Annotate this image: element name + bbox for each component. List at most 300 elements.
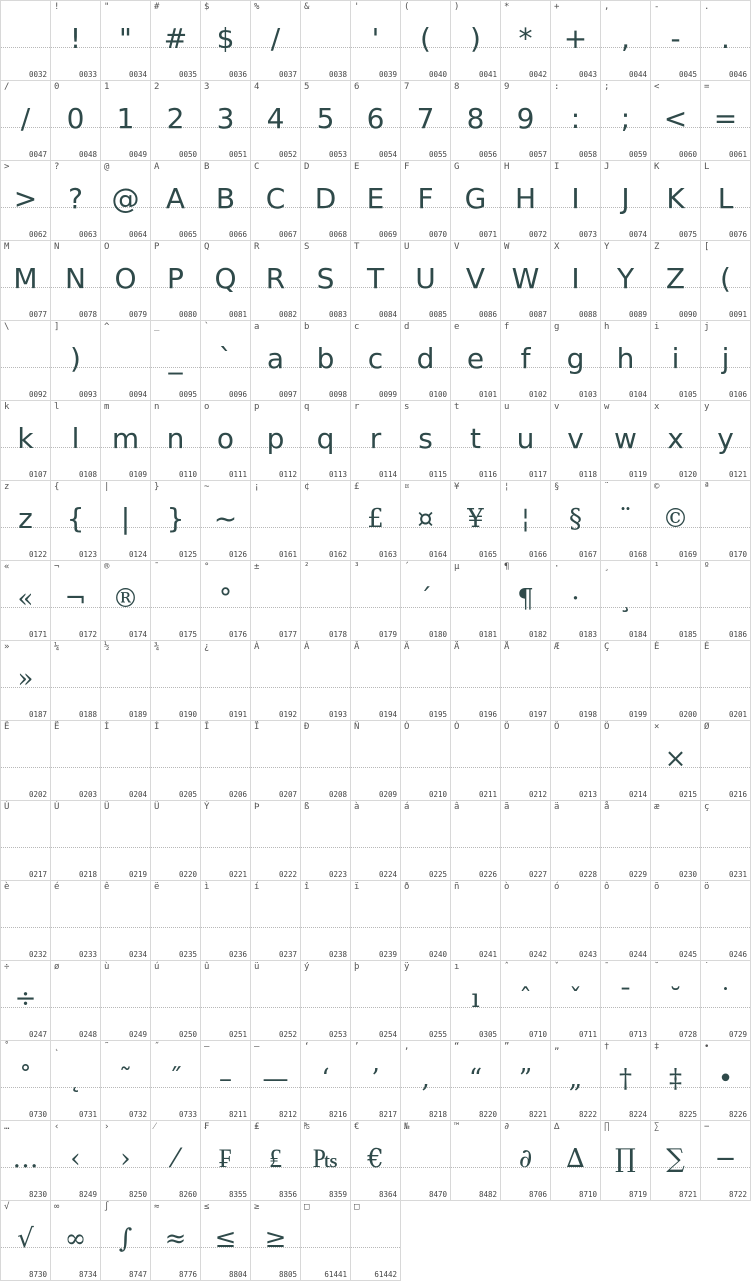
glyph-cell [151,1,201,81]
glyph-cell [351,81,401,161]
char-label: K [654,162,660,172]
char-label: “ [454,1042,460,1052]
char-code: 0076 [728,230,747,239]
char-label: Ã [404,642,410,652]
char-code: 8805 [278,1270,297,1279]
glyph-cell [501,241,551,321]
char-code: 0221 [228,870,247,879]
char-code: 0202 [28,790,47,799]
char-code: 8804 [228,1270,247,1279]
char-label: Â [354,642,360,652]
char-label: ‹ [54,1122,60,1132]
glyph-cell [1,81,51,161]
char-code: 8747 [128,1270,147,1279]
glyph-sample [501,737,550,781]
char-code: 0082 [278,310,297,319]
glyph-cell [351,1,401,81]
glyph-cell [301,1121,351,1201]
char-label: _ [154,322,160,332]
char-label: ¹ [654,562,660,572]
glyph-sample [101,737,150,781]
glyph-cell [451,481,501,561]
char-label: V [454,242,460,252]
char-label: ' [354,2,360,12]
glyph-cell [151,81,201,161]
char-label: ≈ [154,1202,160,1212]
char-label: r [354,402,360,412]
glyph-cell [401,721,451,801]
glyph-cell [651,1121,701,1201]
glyph-cell [301,721,351,801]
glyph-sample: „ [568,1064,583,1094]
glyph-sample: ˆ [519,984,532,1014]
char-code: 0034 [128,70,147,79]
glyph-sample [551,897,600,941]
char-code: 0108 [78,470,97,479]
char-label: ˜ [104,1042,110,1052]
glyph-cell [351,961,401,1041]
char-code: 0179 [378,630,397,639]
char-label: Ë [54,722,60,732]
char-code: 0166 [528,550,547,559]
char-label: Ï [254,722,260,732]
glyph-cell [51,641,101,721]
char-code: 0062 [28,230,47,239]
char-label: ; [604,82,610,92]
glyph-cell [551,321,601,401]
char-code: 0101 [478,390,497,399]
glyph-sample: ! [69,22,82,55]
char-code: 0209 [378,790,397,799]
char-code: 0102 [528,390,547,399]
char-label: y [704,402,710,412]
char-label: ã [504,802,510,812]
char-label: Ý [204,802,210,812]
char-label: ∞ [54,1202,60,1212]
char-code: 0205 [178,790,197,799]
char-code: 8364 [378,1190,397,1199]
char-code: 0237 [278,950,297,959]
char-code: 0174 [128,630,147,639]
char-label: ‚ [404,1042,410,1052]
glyph-cell [701,641,751,721]
glyph-cell [601,161,651,241]
glyph-sample [701,897,750,941]
glyph-sample [151,737,200,781]
glyph-sample: L [717,182,734,215]
char-code: 0066 [228,230,247,239]
glyph-sample: V [465,262,486,295]
glyph-cell [101,1041,151,1121]
char-code: 8730 [28,1270,47,1279]
char-code: 0110 [178,470,197,479]
glyph-sample [351,897,400,941]
glyph-cell [301,641,351,721]
glyph-cell [601,241,651,321]
char-code: 0088 [578,310,597,319]
char-label: £ [354,482,360,492]
glyph-cell [651,561,701,641]
glyph-sample: € [367,1144,384,1174]
char-code: 0078 [78,310,97,319]
glyph-cell [351,641,401,721]
char-code: 8734 [78,1270,97,1279]
char-code: 0230 [678,870,697,879]
glyph-cell [601,321,651,401]
char-label: À [254,642,260,652]
char-code: 0178 [328,630,347,639]
glyph-cell [501,801,551,881]
glyph-cell [551,561,601,641]
glyph-cell [251,881,301,961]
char-code: 0060 [678,150,697,159]
glyph-sample: $ [216,22,235,55]
glyph-sample: x [667,422,684,455]
glyph-sample: ( [420,22,431,55]
glyph-sample [651,577,700,621]
glyph-cell [601,641,651,721]
char-label: 9 [504,82,510,92]
char-code: 0049 [128,150,147,159]
char-code: 0207 [278,790,297,799]
char-label: ! [54,2,60,12]
glyph-sample: M [13,262,38,295]
glyph-sample: = [713,102,738,135]
glyph-sample [301,577,350,621]
char-code: 0183 [578,630,597,639]
glyph-sample [201,897,250,941]
glyph-cell [251,801,301,881]
glyph-cell [101,401,151,481]
char-label: ) [454,2,460,12]
char-label: \ [4,322,10,332]
char-label: ¿ [204,642,210,652]
glyph-sample: v [567,422,584,455]
char-label: ³ [354,562,360,572]
char-code: 0238 [328,950,347,959]
char-label: d [404,322,410,332]
char-code: 0094 [128,390,147,399]
glyph-cell [201,641,251,721]
char-code: 8719 [628,1190,647,1199]
glyph-sample: 3 [216,102,235,135]
char-code: 8218 [428,1110,447,1119]
glyph-cell [51,561,101,641]
char-code: 0054 [378,150,397,159]
glyph-cell [51,961,101,1041]
glyph-sample [101,337,150,381]
glyph-cell [551,81,601,161]
glyph-sample: • [717,1064,734,1094]
glyph-sample [251,657,300,701]
char-code: 0236 [228,950,247,959]
glyph-cell [301,1,351,81]
char-label: ‡ [654,1042,660,1052]
char-label: ñ [454,882,460,892]
char-code: 0114 [378,470,397,479]
char-code: 0112 [278,470,297,479]
char-code: 0057 [528,150,547,159]
char-code: 0204 [128,790,147,799]
char-code: 0085 [428,310,447,319]
glyph-sample [351,817,400,861]
char-code: 0223 [328,870,347,879]
char-code: 0111 [228,470,247,479]
glyph-cell [501,641,551,721]
glyph-sample: 6 [366,102,385,135]
glyph-sample: ≥ [264,1224,287,1254]
glyph-sample [551,817,600,861]
glyph-sample [401,1137,450,1181]
glyph-sample [451,577,500,621]
char-code: 0104 [628,390,647,399]
glyph-sample: a [266,342,285,375]
glyph-cell [51,1041,101,1121]
glyph-sample [1,817,50,861]
char-code: 0032 [28,70,47,79]
char-label: å [604,802,610,812]
glyph-cell [251,1201,301,1281]
char-code: 0232 [28,950,47,959]
char-code: 8221 [528,1110,547,1119]
glyph-sample [251,497,300,541]
glyph-sample: - [670,22,681,55]
glyph-cell [201,801,251,881]
char-code: 8216 [328,1110,347,1119]
char-code: 0199 [628,710,647,719]
glyph-cell [151,1201,201,1281]
glyph-cell [601,1,651,81]
char-code: 0170 [728,550,747,559]
char-label: | [104,482,110,492]
char-code: 0056 [478,150,497,159]
glyph-sample: » [17,664,34,694]
char-label: » [4,642,10,652]
glyph-sample: 5 [316,102,335,135]
glyph-sample: A [165,182,186,215]
char-code: 0213 [578,790,597,799]
glyph-sample [451,737,500,781]
char-label: O [104,242,110,252]
char-code: 0229 [628,870,647,879]
char-label: ÷ [4,962,10,972]
glyph-sample [151,577,200,621]
glyph-sample [351,657,400,701]
char-label: 5 [304,82,310,92]
glyph-sample: ˉ [619,984,632,1014]
glyph-cell [101,961,151,1041]
glyph-cell [51,1,101,81]
glyph-cell [1,1121,51,1201]
char-label: □ [304,1202,310,1212]
glyph-cell [651,721,701,801]
char-code: 0105 [678,390,697,399]
glyph-cell [201,961,251,1041]
glyph-sample: ₧ [312,1144,339,1174]
char-label: c [354,322,360,332]
char-label: á [404,802,410,812]
char-label: ‘ [304,1042,310,1052]
char-code: 8355 [228,1190,247,1199]
char-code: 0069 [378,230,397,239]
glyph-cell [151,241,201,321]
glyph-cell [301,401,351,481]
char-label: Õ [554,722,560,732]
glyph-sample: } [166,502,185,535]
glyph-cell [251,241,301,321]
glyph-sample [551,737,600,781]
glyph-cell [551,1041,601,1121]
glyph-sample: ¶ [517,584,534,614]
char-code: 0167 [578,550,597,559]
glyph-cell [101,81,151,161]
glyph-sample [1,737,50,781]
char-label: Þ [254,802,260,812]
glyph-sample: j [721,342,730,375]
char-label: T [354,242,360,252]
char-label: i [654,322,660,332]
glyph-cell [201,81,251,161]
glyph-sample [451,657,500,701]
glyph-cell [201,1121,251,1201]
glyph-cell [401,1,451,81]
glyph-cell [201,401,251,481]
char-label: × [654,722,660,732]
glyph-sample: | [120,502,131,535]
glyph-cell [51,81,101,161]
glyph-sample: « [17,584,34,614]
char-code: 0044 [628,70,647,79]
char-label: • [704,1042,710,1052]
char-label: 0 [54,82,60,92]
char-label: ¦ [504,482,510,492]
char-code: 0091 [728,310,747,319]
char-label: X [554,242,560,252]
char-label: í [254,882,260,892]
char-code: 0053 [328,150,347,159]
glyph-cell [701,321,751,401]
char-code: 0219 [128,870,147,879]
char-code: 0125 [178,550,197,559]
char-code: 0052 [278,150,297,159]
glyph-sample [251,737,300,781]
char-code: 0126 [228,550,247,559]
glyph-cell [701,561,751,641]
glyph-sample: ∑ [666,1144,685,1174]
char-label: < [654,82,660,92]
char-code: 0084 [378,310,397,319]
char-label: ¼ [54,642,60,652]
glyph-sample: p [266,422,285,455]
char-code: 0244 [628,950,647,959]
char-code: 0241 [478,950,497,959]
glyph-sample: ` [218,342,233,375]
glyph-cell [551,401,601,481]
glyph-sample [401,737,450,781]
glyph-sample: › [120,1144,131,1174]
char-label: ⁄ [154,1122,156,1132]
glyph-sample: ˙ [719,984,732,1014]
char-label: ¶ [504,562,510,572]
glyph-sample: ∂ [518,1144,533,1174]
glyph-cell [251,161,301,241]
char-label: â [454,802,460,812]
char-code: 0080 [178,310,197,319]
char-code: 0043 [578,70,597,79]
char-code: 8250 [128,1190,147,1199]
char-code: 0169 [678,550,697,559]
glyph-sample: ∏ [615,1144,636,1174]
char-label: ï [354,882,360,892]
char-code: 0254 [378,1030,397,1039]
char-code: 8706 [528,1190,547,1199]
glyph-sample [601,897,650,941]
glyph-sample [301,657,350,701]
glyph-sample [401,817,450,861]
char-code: 0188 [78,710,97,719]
glyph-cell [351,321,401,401]
glyph-cell [551,881,601,961]
glyph-cell [501,1,551,81]
glyph-cell [351,561,401,641]
glyph-cell [151,721,201,801]
char-code: 0206 [228,790,247,799]
glyph-cell [1,401,51,481]
glyph-cell [701,241,751,321]
glyph-sample: N [65,262,86,295]
char-code: 0235 [178,950,197,959]
char-code: 0215 [678,790,697,799]
char-code: 0228 [578,870,597,879]
glyph-cell [651,241,701,321]
char-label: 8 [454,82,460,92]
glyph-sample [1,337,50,381]
glyph-sample [251,577,300,621]
char-label: ª [704,482,710,492]
char-label: m [104,402,110,412]
glyph-sample: T [366,262,385,295]
glyph-sample [501,897,550,941]
char-code: 0113 [328,470,347,479]
char-label: ¨ [604,482,610,492]
glyph-cell [301,1041,351,1121]
char-code: 0252 [278,1030,297,1039]
char-code: 0240 [428,950,447,959]
char-label: Ð [304,722,310,732]
glyph-cell [301,161,351,241]
char-code: 8721 [678,1190,697,1199]
char-label: ₣ [204,1122,210,1132]
char-label: " [104,2,110,12]
char-label: ˚ [4,1042,10,1052]
char-label: Í [154,722,160,732]
char-code: 8470 [428,1190,447,1199]
glyph-cell [151,641,201,721]
char-label: Û [104,802,110,812]
char-label: ó [554,882,560,892]
glyph-cell [101,1201,151,1281]
glyph-cell [1,481,51,561]
char-code: 0055 [428,150,447,159]
char-code: 0058 [578,150,597,159]
glyph-sample: ) [470,22,481,55]
char-code: 0121 [728,470,747,479]
glyph-cell [451,1,501,81]
glyph-sample: W [511,262,540,295]
char-label: ≤ [204,1202,210,1212]
char-code: 8710 [578,1190,597,1199]
glyph-cell [51,801,101,881]
